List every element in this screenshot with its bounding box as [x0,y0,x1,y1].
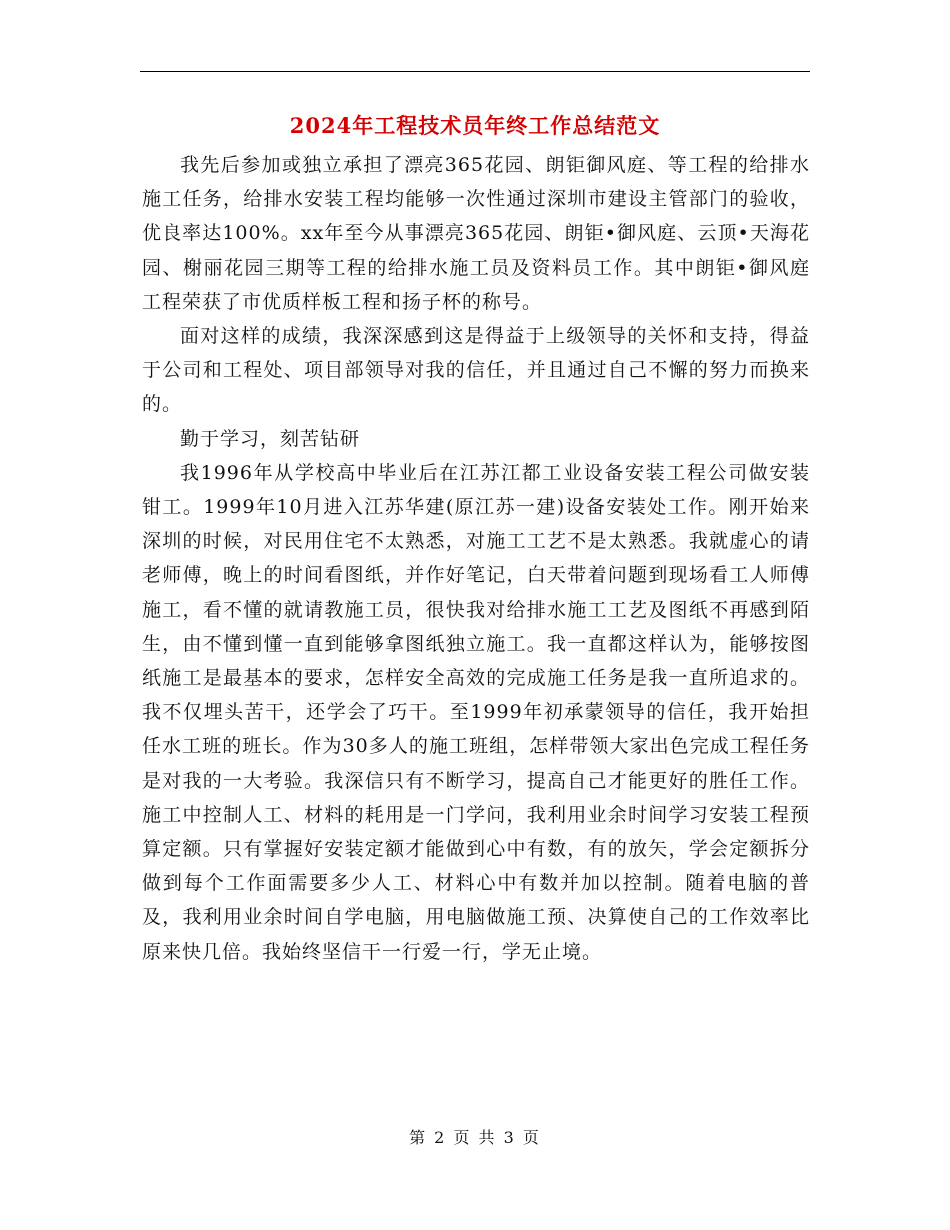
page-number: 第 2 页 共 3 页 [409,1128,541,1147]
document-body [142,148,810,969]
header-rule [140,71,810,72]
paragraph-3: 我1996年从学校高中毕业后在江苏江都工业设备安装工程公司做安装钳工。1999年10月进入江苏华建(原江苏一建)设备安装处工作。刚开始来深圳的时候，对民用住宅不太熟悉，对施工工艺不是太熟悉。我就虚心的请老师傅，晚上的时间看图纸，并作好笔记，白天带着问题到现场看工人师傅施工，看不懂的就请教施工员，很快我对给排水施工工艺及图纸不再感到陌生，由不懂到懂一直到能够拿图纸独立施工。我一直都这样认为，能够按图纸施工是最基本的要求，怎样安全高效的完成施工任务是我一直所追求的。我不仅埋头苦干，还学会了巧干。至1999年初承蒙领导的信任，我开始担任水工班的班长。作为30多人的施工班组，怎样带领大家出色完成工程任务是对我的一大考验。我深信只有不断学习，提高自己才能更好的胜任工作。施工中控制人工、材料的耗用是一门学问，我利用业余时间学习安装工程预算定额。只有掌握好安装定额才能做到心中有数，有的放矢，学会定额拆分做到每个工作面需要多少人工、材料心中有数并加以控制。随着电脑的普及，我利用业余时间自学电脑，用电脑做施工预、决算使自己的工作效率比原来快几倍。我始终坚信干一行爱一行，学无止境。 [142,461,810,963]
document-title: 2024年工程技术员年终工作总结范文 [289,113,661,138]
paragraph-1: 我先后参加或独立承担了漂亮365花园、朗钜御风庭、等工程的给排水施工任务，给排水安装工程均能够一次性通过深圳市建设主管部门的验收，优良率达100%。xx年至今从事漂亮365花园、朗钜•御风庭、云顶•天海花园、榭丽花园三期等工程的给排水施工员及资料员工作。其中朗钜•御风庭工程荣获了市优质样板工程和扬子杯的称号。 [142,154,810,313]
paragraph-2: 面对这样的成绩，我深深感到这是得益于上级领导的关怀和支持，得益于公司和工程处、项目部领导对我的信任，并且通过自己不懈的努力而换来的。 [142,325,810,416]
section-heading: 勤于学习，刻苦钻研 [180,427,361,450]
